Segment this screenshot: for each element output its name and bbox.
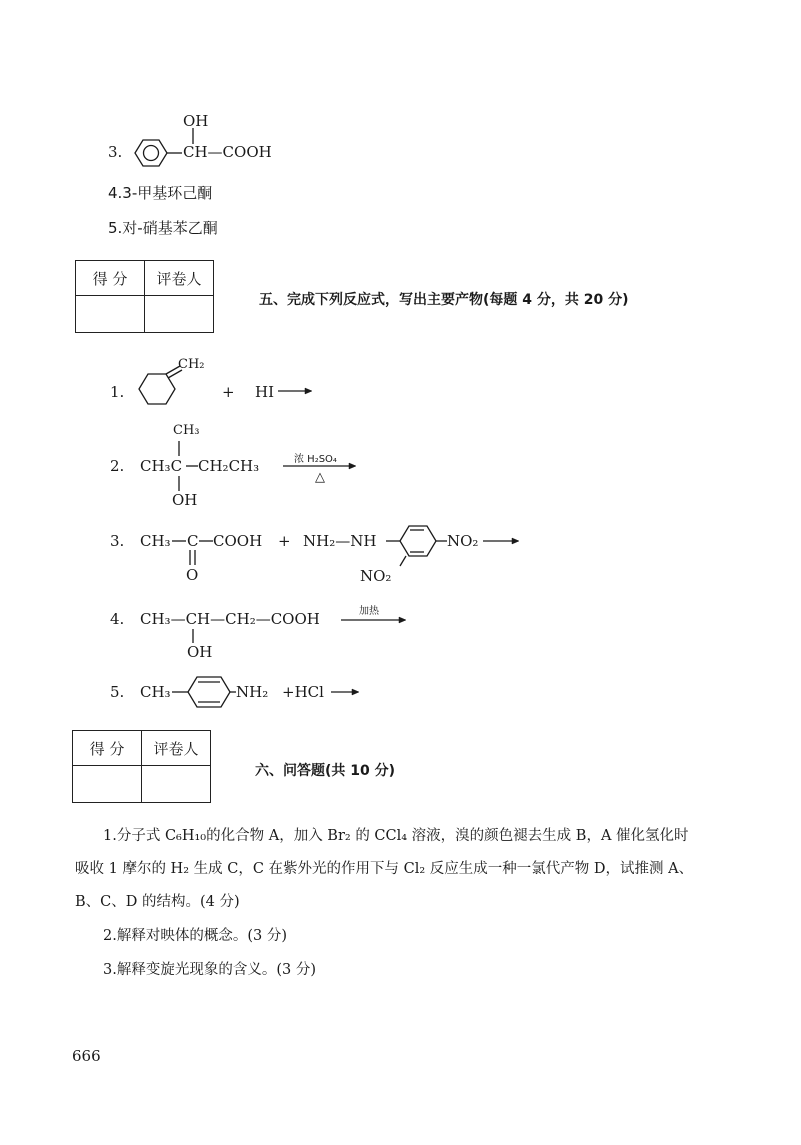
q1-line3: B、C、D 的结构。(4 分) — [75, 894, 240, 910]
r5-reagent: +HCl — [282, 683, 324, 701]
section6-heading: 六、问答题(共 10 分) — [255, 763, 396, 779]
score-cell — [76, 296, 145, 333]
r3-cooh: COOH — [213, 532, 263, 550]
score-table-section5 — [75, 260, 214, 333]
score-label: 得 分 — [73, 731, 142, 766]
r4-oh: OH — [187, 643, 213, 661]
r2-chain-right: CH₂CH₃ — [198, 457, 260, 475]
grader-cell — [145, 296, 214, 333]
r1-reagent: HI — [255, 383, 275, 401]
r2-ch3-top: CH₃ — [173, 423, 200, 438]
section5-heading: 五、完成下列反应式，写出主要产物(每题 4 分，共 20 分) — [259, 292, 629, 308]
r2-oh: OH — [172, 491, 198, 509]
q2-text: 2.解释对映体的概念。(3 分) — [103, 928, 287, 944]
r5-nh2: NH₂ — [236, 683, 269, 701]
grader-label: 评卷人 — [142, 731, 211, 766]
r3-number: 3. — [110, 532, 125, 550]
item-3-oh-label: OH — [183, 112, 209, 130]
r1-ch2: CH₂ — [178, 357, 205, 372]
grader-cell — [142, 766, 211, 803]
r4-number: 4. — [110, 610, 125, 628]
page-number: 666 — [72, 1047, 101, 1065]
r2-chain-left: CH₃C — [140, 457, 183, 475]
r1-number: 1. — [110, 383, 125, 401]
score-table-section6 — [72, 730, 211, 803]
r3-plus: + — [278, 532, 291, 550]
q3-text: 3.解释变旋光现象的含义。(3 分) — [103, 962, 316, 978]
r3-hydrazine: NH₂—NH — [303, 532, 377, 550]
score-cell — [73, 766, 142, 803]
r3-no2-para: NO₂ — [447, 532, 479, 550]
r2-condition-bottom: △ — [315, 470, 325, 485]
r5-ch3: CH₃ — [140, 683, 171, 701]
item-5-text: 5.对-硝基苯乙酮 — [108, 219, 218, 237]
r1-plus: + — [222, 383, 235, 401]
q1-line2: 吸收 1 摩尔的 H₂ 生成 C，C 在紫外光的作用下与 Cl₂ 反应生成一种一氯代产物 D，试推测 A、 — [75, 861, 694, 877]
r5-number: 5. — [110, 683, 125, 701]
r3-ch3: CH₃ — [140, 532, 171, 550]
score-label: 得 分 — [76, 261, 145, 296]
item-4-text: 4.3-甲基环己酮 — [108, 184, 213, 202]
q1-line1: 1.分子式 C₆H₁₀的化合物 A，加入 Br₂ 的 CCl₄ 溶液，溴的颜色褪去生成 B，A 催化氢化时 — [103, 828, 689, 844]
item-3-chain: CH—COOH — [183, 143, 272, 161]
r2-condition-top: 浓 H₂SO₄ — [294, 454, 337, 465]
r3-carbonyl-c: C — [187, 532, 199, 550]
item-3-number: 3. — [108, 143, 123, 161]
r4-chain: CH₃—CH—CH₂—COOH — [140, 610, 320, 628]
grader-label: 评卷人 — [145, 261, 214, 296]
r3-oxygen: O — [186, 566, 199, 584]
r4-condition: 加热 — [359, 606, 379, 617]
r3-no2-ortho: NO₂ — [360, 567, 392, 585]
r2-number: 2. — [110, 457, 125, 475]
